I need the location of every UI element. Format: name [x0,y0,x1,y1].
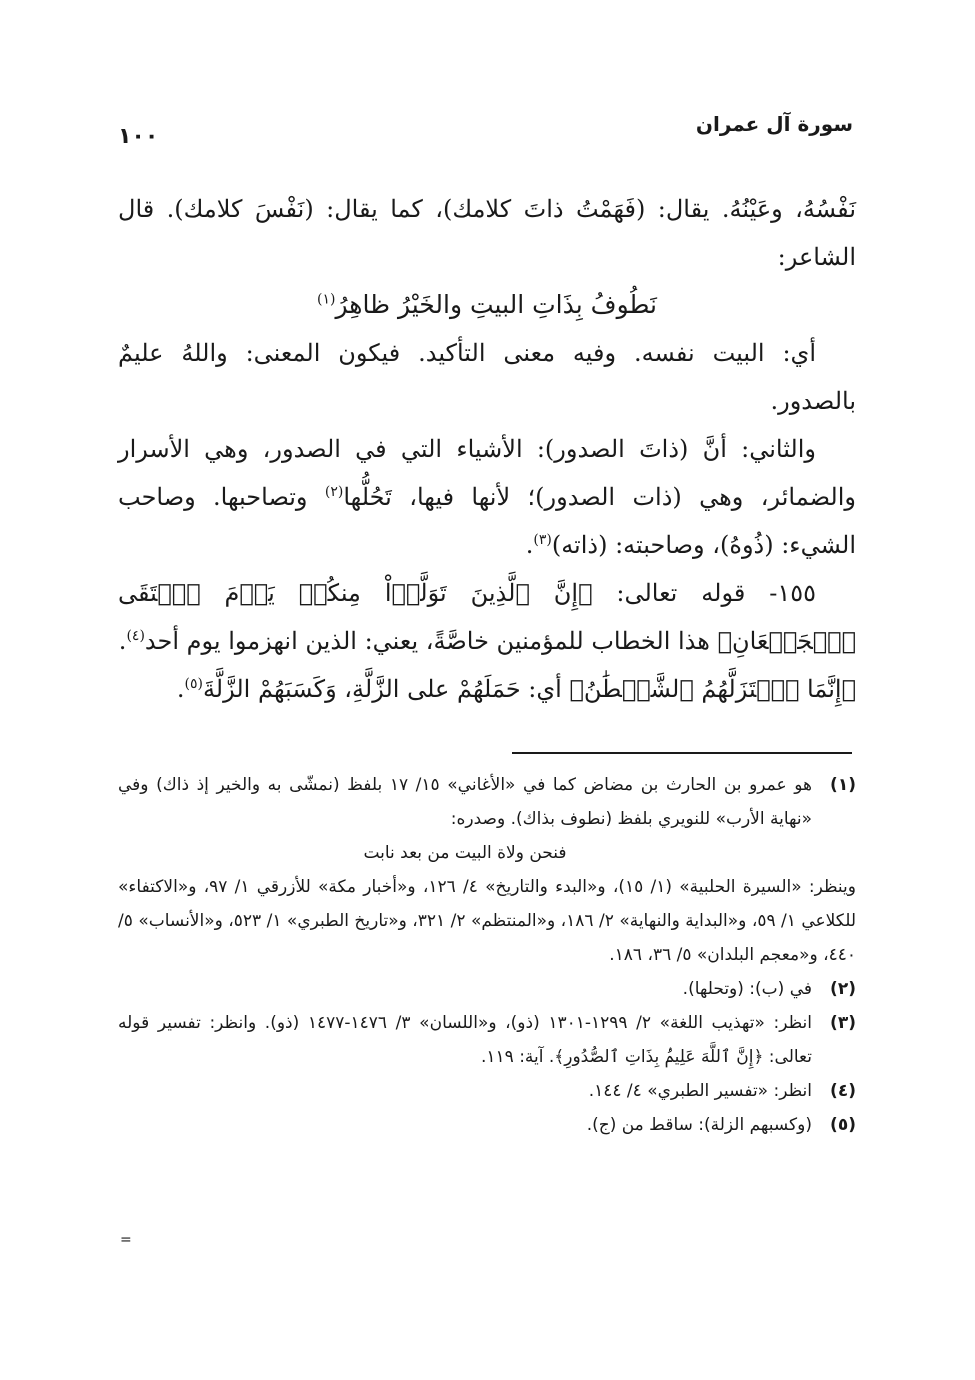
footnote-text: في (ب): (وتحلها). [682,979,812,999]
footnote-ref-3[interactable]: (٣) [533,532,552,548]
page-number: ١٠٠ [118,124,159,149]
paragraph-5: ﴿إِنَّمَا ٱسۡتَزَلَّهُمُ ٱلشَّيۡطَٰنُ﴾ أي: حَمَلَهُمْ على الزَّلَّةِ، وَكَسَبَهُمْ الزَّلَّةَ$^{(٥)}$. [176,675,856,703]
footnote-number: (٤) [830,1081,856,1101]
footnote-number: (٢) [830,979,856,999]
main-text [118,185,856,713]
footnote-number: (١) [830,775,856,795]
footnote-number: (٥) [830,1115,856,1135]
footnote-text: انظر: «تفسير الطبري» ٤/ ١٤٤. [588,1081,812,1101]
footnote-1-continuation: وينظر: «السيرة الحلبية» (١/ ١٥)، و«البدء والتاريخ» ٤/ ١٢٦، و«أخبار مكة» للأزرقي ١/ ٩٧، و«الاكتفاء» للكلاعي ١/ ٥٩، و«البداية والنهاية» ٢/ ١٨٦، و«المنتظم» ٢/ ٣٢١، و«تاريخ الطبري» ١/ ٥٢٣، و«الأنساب» ٥/ ٤٤٠، و«معجم البلدان» ٥/ ٣٦، ١٨٦. [118,877,856,965]
footnote-poem-line: فنحن ولاة البيت من بعد نابت [363,843,567,863]
footnote-ref-2[interactable]: (٢) [324,484,344,500]
footnote-4 [118,1074,856,1108]
paragraph-3: والثاني: أنَّ (ذاتَ الصدور): الأشياء التي في الصدور، وهي الأسرار والضمائر، وهي (ذات الصدور)؛ لأنها فيها، تَحُلُّها$^{(٢)}$ وتصاحبها. وصاحب الشيء: (ذُوهُ)، وصاحبته: (ذاته)$^{(٣)}$. [118,435,856,559]
paragraph-2: أي: البيت نفسه. وفيه معنى التأكيد. فيكون المعنى: واللهُ عليمٌ بالصدور. [118,339,856,415]
footnote-text: انظر: «تهذيب اللغة» ٢/ ١٢٩٩-١٣٠١ (ذو)، و«اللسان» ٣/ ١٤٧٦-١٤٧٧ (ذو). وانظر: تفسير قوله تعالى: ﴿إِنَّ ٱللَّهَ عَلِيمُۢ بِذَاتِ ٱلصُّدُورِ﴾. آية: ١١٩. [118,1013,812,1067]
footnote-text: (وكسبهم الزلة): ساقط من (ج). [586,1115,812,1135]
paragraph-1: نَفْسُهُ، وعَيْنُهُ. يقال: (فَهَمْتُ ذاتَ كلامك)، كما يقال: (نَفْسَ كلامك). قال الشاعر: [118,195,856,271]
running-title: سورة آل عمران [695,112,853,136]
footnote-number: (٣) [830,1013,856,1033]
page-header [118,112,853,152]
poetry-verse: نَطُوفُ بِذَاتِ البيتِ والخَيْرُ ظاهِرُ$^{(١)}$ [317,290,657,319]
paragraph-4: ١٥٥- قوله تعالى: ﴿إِنَّ ٱلَّذِينَ تَوَلَّوۡاْ مِنكُمۡ يَوۡمَ ٱلۡتَقَى ٱلۡجَمۡعَانِ﴾ هذا الخطاب للمؤمنين خاصَّةً، يعني: الذين انهزموا يوم أحد$^{(٤)}$. [118,579,856,655]
footnote-ref-1[interactable]: (١) [317,291,336,308]
margin-mark: = [120,1232,132,1248]
footnote-2 [118,972,856,1006]
footnote-text: هو عمرو بن الحارث بن مضاض كما في «الأغاني» ١٥/ ١٧ بلفظ (نمشّى به والخير إذ ذاك) وفي «نهاية الأرب» للنويري بلفظ (نطوف بذاك). وصدره: فنحن ولاة البيت من بعد نابت [118,768,812,870]
footnote-1 [118,768,856,870]
footnote-ref-4[interactable]: (٤) [126,628,145,644]
footnote-separator [512,752,852,754]
footnote-ref-5[interactable]: (٥) [184,676,203,692]
footnote-5 [118,1108,856,1142]
footnote-3 [118,1006,856,1074]
footnotes-section [118,768,856,1142]
